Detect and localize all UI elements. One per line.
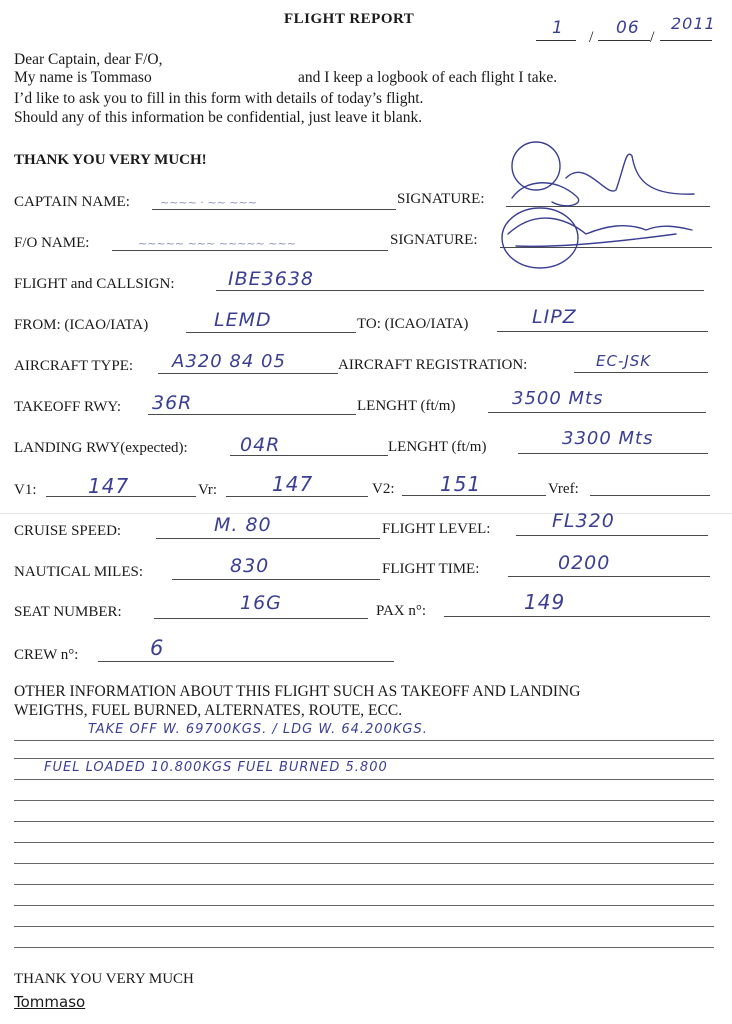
vr-value: 147 bbox=[272, 472, 314, 496]
crew-value: 6 bbox=[150, 636, 165, 660]
to-value: LIPZ bbox=[532, 306, 577, 328]
takeoff-length-field[interactable] bbox=[488, 412, 706, 413]
flight-callsign-label: FLIGHT and CALLSIGN: bbox=[14, 276, 175, 292]
registration-field[interactable] bbox=[574, 372, 708, 373]
date-separator: / bbox=[650, 29, 655, 46]
fo-signature-underline bbox=[516, 234, 676, 246]
captain-name-redacted: ~~~~ · ~~ ~~~ bbox=[160, 196, 257, 209]
pax-field[interactable] bbox=[444, 616, 710, 617]
vr-field[interactable] bbox=[226, 496, 368, 497]
ruled-line[interactable] bbox=[14, 926, 714, 927]
from-label: FROM: (ICAO/IATA) bbox=[14, 317, 149, 333]
takeoff-rwy-label: TAKEOFF RWY: bbox=[14, 399, 122, 415]
date-year: 2011 bbox=[671, 14, 716, 33]
flight-level-label: FLIGHT LEVEL: bbox=[382, 521, 491, 537]
landing-length-label: LENGHT (ft/m) bbox=[388, 439, 487, 455]
flight-time-label: FLIGHT TIME: bbox=[382, 561, 480, 577]
takeoff-length-label: LENGHT (ft/m) bbox=[357, 398, 456, 414]
fo-signature-loop bbox=[502, 208, 578, 268]
date-day: 1 bbox=[552, 18, 564, 38]
intro-request: I’d like to ask you to fill in this form with details of today’s flight. bbox=[14, 90, 424, 107]
landing-length-value: 3300 Mts bbox=[562, 428, 654, 449]
intro-logbook: and I keep a logbook of each flight I take. bbox=[298, 69, 558, 86]
registration-label: AIRCRAFT REGISTRATION: bbox=[338, 357, 528, 373]
crew-label: CREW n°: bbox=[14, 647, 79, 663]
landing-rwy-value: 04R bbox=[240, 434, 281, 456]
cruise-speed-label: CRUISE SPEED: bbox=[14, 523, 122, 539]
fo-name-redacted: ~~~~~ ~~~ ~~~~~ ~~~ bbox=[138, 237, 296, 250]
takeoff-length-value: 3500 Mts bbox=[512, 388, 604, 409]
fo-name-label: F/O NAME: bbox=[14, 235, 90, 251]
page-title: FLIGHT REPORT bbox=[284, 11, 415, 27]
ruled-line[interactable] bbox=[14, 947, 714, 948]
to-label: TO: (ICAO/IATA) bbox=[357, 316, 469, 332]
fo-name-field[interactable] bbox=[112, 250, 388, 251]
flight-level-field[interactable] bbox=[516, 535, 708, 536]
v1-value: 147 bbox=[88, 474, 130, 498]
flight-callsign-field[interactable] bbox=[216, 290, 704, 291]
flight-time-field[interactable] bbox=[508, 576, 710, 577]
paper-fold bbox=[0, 513, 732, 514]
ruled-line[interactable] bbox=[14, 740, 714, 741]
pax-label: PAX n°: bbox=[376, 603, 427, 619]
thanks-heading: THANK YOU VERY MUCH! bbox=[14, 152, 207, 168]
v2-value: 151 bbox=[440, 472, 482, 496]
takeoff-rwy-value: 36R bbox=[152, 392, 193, 414]
from-value: LEMD bbox=[214, 309, 272, 331]
cruise-speed-field[interactable] bbox=[156, 538, 380, 539]
captain-name-label: CAPTAIN NAME: bbox=[14, 194, 130, 210]
aircraft-type-value: A320 84 05 bbox=[172, 351, 286, 372]
other-info-heading: OTHER INFORMATION ABOUT THIS FLIGHT SUCH AS TAKEOFF AND LANDING bbox=[14, 683, 581, 700]
captain-name-field[interactable] bbox=[152, 209, 396, 210]
aircraft-type-label: AIRCRAFT TYPE: bbox=[14, 358, 134, 374]
other-info-fuel: FUEL LOADED 10.800KGS FUEL BURNED 5.800 bbox=[44, 760, 388, 775]
vr-label: Vr: bbox=[198, 482, 218, 498]
landing-rwy-label: LANDING RWY(expected): bbox=[14, 440, 188, 456]
signature-scribble bbox=[496, 138, 716, 270]
vref-field[interactable] bbox=[590, 495, 710, 496]
flight-callsign-value: IBE3638 bbox=[228, 268, 314, 290]
ruled-line[interactable] bbox=[14, 905, 714, 906]
author-name: Tommaso bbox=[14, 993, 86, 1011]
date-separator: / bbox=[589, 29, 594, 46]
ruled-line[interactable] bbox=[14, 758, 714, 759]
date-month: 06 bbox=[616, 18, 640, 38]
intro-confidential: Should any of this information be confidential, just leave it blank. bbox=[14, 109, 423, 126]
crew-field[interactable] bbox=[98, 661, 394, 662]
ruled-line[interactable] bbox=[14, 884, 714, 885]
ruled-line[interactable] bbox=[14, 800, 714, 801]
nautical-miles-label: NAUTICAL MILES: bbox=[14, 564, 144, 580]
nautical-miles-field[interactable] bbox=[172, 579, 380, 580]
pax-value: 149 bbox=[524, 590, 566, 614]
fo-signature-stroke bbox=[508, 218, 692, 234]
registration-value: EC-JSK bbox=[596, 352, 652, 370]
seat-number-field[interactable] bbox=[154, 618, 368, 619]
ruled-line[interactable] bbox=[14, 863, 714, 864]
seat-number-value: 16G bbox=[240, 592, 282, 614]
to-field[interactable] bbox=[497, 331, 708, 332]
landing-length-field[interactable] bbox=[518, 453, 708, 454]
flight-time-value: 0200 bbox=[558, 552, 611, 574]
flight-level-value: FL320 bbox=[552, 510, 615, 532]
other-info-subheading: WEIGTHS, FUEL BURNED, ALTERNATES, ROUTE, ECC. bbox=[14, 702, 403, 719]
captain-signature-label: SIGNATURE: bbox=[397, 191, 485, 207]
takeoff-rwy-field[interactable] bbox=[148, 414, 356, 415]
ruled-line[interactable] bbox=[14, 842, 714, 843]
v1-label: V1: bbox=[14, 482, 37, 498]
v2-label: V2: bbox=[372, 481, 395, 497]
ruled-line[interactable] bbox=[14, 821, 714, 822]
fo-signature-label: SIGNATURE: bbox=[390, 232, 478, 248]
seat-number-label: SEAT NUMBER: bbox=[14, 604, 122, 620]
aircraft-type-field[interactable] bbox=[158, 373, 338, 374]
intro-greeting: Dear Captain, dear F/O, bbox=[14, 51, 163, 68]
other-info-weights: TAKE OFF W. 69700KGS. / LDG W. 64.200KGS. bbox=[88, 722, 428, 737]
closing-thanks: THANK YOU VERY MUCH bbox=[14, 971, 194, 987]
from-field[interactable] bbox=[186, 332, 356, 333]
captain-signature-tail bbox=[566, 154, 694, 194]
vref-label: Vref: bbox=[548, 481, 579, 497]
nautical-miles-value: 830 bbox=[230, 555, 270, 577]
ruled-line[interactable] bbox=[14, 779, 714, 780]
cruise-speed-value: M. 80 bbox=[214, 514, 272, 536]
intro-name: My name is Tommaso bbox=[14, 69, 152, 86]
